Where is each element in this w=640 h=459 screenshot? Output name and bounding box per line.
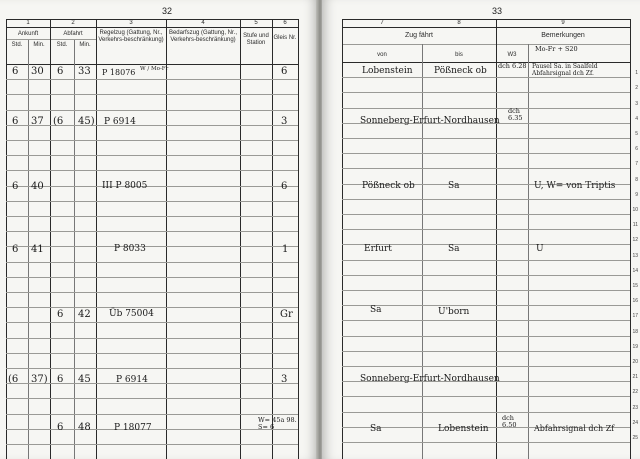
header-zug-faehrt: Zug fährt: [404, 32, 433, 39]
bemerkung: Abfahrsignal dch Zf: [534, 424, 615, 433]
ruled-line: [6, 155, 298, 156]
ruled-line: [6, 307, 298, 308]
column-border: [6, 19, 7, 459]
ruled-line: [6, 140, 298, 141]
column-number: 2: [71, 20, 75, 26]
ankunft-min: 40: [31, 181, 44, 192]
bis: Pößneck ob: [434, 66, 487, 76]
ruled-line: [6, 414, 298, 415]
column-number-rule: [342, 27, 630, 28]
ruled-line: [6, 322, 298, 323]
line-number: 1: [635, 70, 638, 76]
ruled-line: [342, 153, 630, 154]
page-number: 33: [492, 6, 503, 16]
header-gleis: Gleis Nr.: [273, 35, 297, 41]
line-number: 6: [635, 146, 638, 152]
header-mo-fr-note: Mo-Fr + S20: [535, 45, 578, 53]
ruled-line: [6, 398, 298, 399]
header-std: Std.: [11, 42, 23, 48]
line-number: 18: [632, 329, 638, 335]
column-number: 9: [561, 20, 565, 26]
line-number: 10: [632, 207, 638, 213]
ruled-line: [342, 320, 630, 321]
left-page: [0, 0, 318, 459]
column-border: [28, 40, 29, 459]
ruled-line: [6, 201, 298, 202]
line-number: 19: [632, 344, 638, 350]
subheader-rule: [6, 39, 96, 40]
gleis: 1: [282, 244, 289, 255]
abfahrt-std: 6: [57, 66, 64, 77]
bis: Sa: [448, 181, 460, 191]
column-number: 5: [254, 20, 258, 26]
header-w3: W3: [507, 52, 517, 58]
column-number: 4: [201, 20, 205, 26]
ruled-line: [342, 290, 630, 291]
bis: Sa: [448, 244, 460, 254]
column-number: 1: [26, 20, 30, 26]
ruled-line: [342, 366, 630, 367]
column-border: [630, 19, 631, 459]
line-number: 4: [635, 116, 638, 122]
ankunft-std: 6: [12, 116, 19, 127]
column-border: [50, 19, 51, 459]
line-number: 22: [632, 389, 638, 395]
von: Pößneck ob: [362, 181, 415, 191]
abfahrt-min: 45): [78, 116, 95, 127]
ruled-line: [6, 292, 298, 293]
line-number: 14: [632, 268, 638, 274]
von: Sa: [370, 305, 382, 315]
ankunft-min: 37): [31, 374, 48, 385]
bemerkung: U: [536, 244, 544, 254]
von: Sonneberg-Erfurt-Nordhausen: [360, 374, 500, 384]
ruled-line: [342, 108, 630, 109]
w3-value: dch 6.35: [508, 107, 523, 122]
column-border: [240, 19, 241, 459]
header-bis: bis: [455, 52, 463, 58]
line-number: 11: [632, 222, 638, 228]
line-number: 24: [632, 420, 638, 426]
line-number: 15: [632, 283, 638, 289]
regelzug: P 18076: [102, 68, 136, 77]
ruled-line: [342, 351, 630, 352]
von: Sa: [370, 424, 382, 434]
column-number: 7: [380, 20, 384, 26]
ruled-line: [6, 94, 298, 95]
column-border: [298, 19, 299, 459]
ankunft-std: (6: [8, 374, 19, 385]
abfahrt-std: (6: [53, 116, 64, 127]
line-number: 16: [632, 298, 638, 304]
column-border: [342, 19, 343, 459]
line-number: 3: [635, 101, 638, 107]
von: Lobenstein: [362, 66, 413, 76]
ankunft-min: 37: [31, 116, 44, 127]
ankunft-std: 6: [12, 244, 19, 255]
header-ankunft: Ankunft: [17, 31, 39, 37]
line-number: 2: [635, 85, 638, 91]
von: Sonneberg-Erfurt-Nordhausen: [360, 116, 500, 126]
ruled-line: [6, 246, 298, 247]
page-number: 32: [162, 6, 173, 16]
line-number: 5: [635, 131, 638, 137]
column-border: [272, 19, 273, 459]
line-number: 12: [632, 237, 638, 243]
header-von: von: [377, 52, 387, 58]
line-number: 9: [635, 192, 638, 198]
ruled-line: [342, 260, 630, 261]
column-border: [74, 40, 75, 459]
ruled-line: [342, 199, 630, 200]
ruled-line: [342, 214, 630, 215]
ruled-line: [6, 170, 298, 171]
ankunft-min: 41: [31, 244, 44, 255]
ruled-line: [6, 353, 298, 354]
header-std: Std.: [56, 42, 68, 48]
abfahrt-min: 33: [78, 66, 91, 77]
column-number: 3: [129, 20, 133, 26]
ruled-line: [342, 138, 630, 139]
abfahrt-std: 6: [57, 374, 64, 385]
line-number: 17: [632, 313, 638, 319]
ankunft-std: 6: [12, 66, 19, 77]
w3-value: dch 6.50: [502, 414, 517, 429]
line-number: 13: [632, 253, 638, 259]
ruled-line: [342, 412, 630, 413]
header-regelzug: Regelzug (Gattung, Nr., Verkehrs-beschränkung): [98, 30, 164, 43]
ruled-line: [6, 186, 298, 187]
column-number: 6: [283, 20, 287, 26]
header-min: Min.: [33, 42, 45, 48]
column-border: [496, 19, 497, 459]
header-stufe: Stufe und Station: [243, 33, 269, 46]
ruled-line: [342, 305, 630, 306]
bis: U'born: [438, 307, 470, 317]
line-number: 7: [635, 161, 638, 167]
gleis: Gr: [280, 309, 293, 320]
ruled-line: [6, 216, 298, 217]
line-number: 23: [632, 405, 638, 411]
abfahrt-min: 42: [78, 309, 91, 320]
gleis: 3: [281, 116, 288, 127]
ruled-line: [342, 229, 630, 230]
ruled-line: [6, 79, 298, 80]
right-page: [322, 0, 640, 459]
ruled-line: [6, 231, 298, 232]
abfahrt-std: 6: [57, 422, 64, 433]
ruled-line: [6, 262, 298, 263]
ruled-line: [6, 429, 298, 430]
ruled-line: [342, 77, 630, 78]
line-number: 21: [632, 374, 638, 380]
von: Erfurt: [364, 244, 392, 254]
bis: Lobenstein: [438, 424, 489, 434]
gleis: 6: [281, 181, 288, 192]
ruled-line: [6, 383, 298, 384]
header-min: Min.: [79, 42, 91, 48]
header-abfahrt: Abfahrt: [63, 31, 83, 37]
regelzug: III P 8005: [102, 181, 148, 191]
column-number: 8: [457, 20, 461, 26]
ruled-line: [342, 168, 630, 169]
regelzug: Üb 75004: [109, 309, 154, 319]
ruled-line: [342, 396, 630, 397]
bemerkung: Pausel Sa. in Saalfeld Abfahrsignal dch Zf.: [532, 63, 598, 77]
regelzug: P 18077: [114, 423, 152, 433]
regelzug: P 8033: [114, 244, 146, 254]
header-bemerkungen: Bemerkungen: [541, 32, 585, 39]
ruled-line: [342, 275, 630, 276]
ruled-line: [6, 125, 298, 126]
ruled-line: [6, 444, 298, 445]
regelzug: P 6914: [104, 117, 136, 127]
abfahrt-min: 45: [78, 374, 91, 385]
line-number: 25: [632, 435, 638, 441]
ruled-line: [342, 92, 630, 93]
column-border: [96, 19, 97, 459]
ruled-line: [6, 277, 298, 278]
stufe-note: W= 45a 98. S= 6: [258, 416, 297, 431]
ankunft-std: 6: [12, 181, 19, 192]
regelzug-note: W / Mo-Fr: [140, 66, 169, 72]
abfahrt-std: 6: [57, 309, 64, 320]
w3-value: dch 6.28: [498, 62, 527, 70]
ruled-line: [6, 338, 298, 339]
ruled-line: [6, 110, 298, 111]
gleis: 6: [281, 66, 288, 77]
regelzug: P 6914: [116, 375, 148, 385]
abfahrt-min: 48: [78, 422, 91, 433]
ruled-line: [6, 368, 298, 369]
line-number: 8: [635, 177, 638, 183]
column-border: [166, 19, 167, 459]
ruled-line: [342, 442, 630, 443]
line-number: 20: [632, 359, 638, 365]
subheader-rule: [342, 44, 630, 45]
ankunft-min: 30: [31, 66, 44, 77]
gleis: 3: [281, 374, 288, 385]
header-bedarfszug: Bedarfszug (Gattung, Nr., Verkehrs-beschränkung): [168, 30, 238, 43]
bemerkung: U, W= von Triptis: [534, 181, 616, 191]
ruled-line: [342, 336, 630, 337]
